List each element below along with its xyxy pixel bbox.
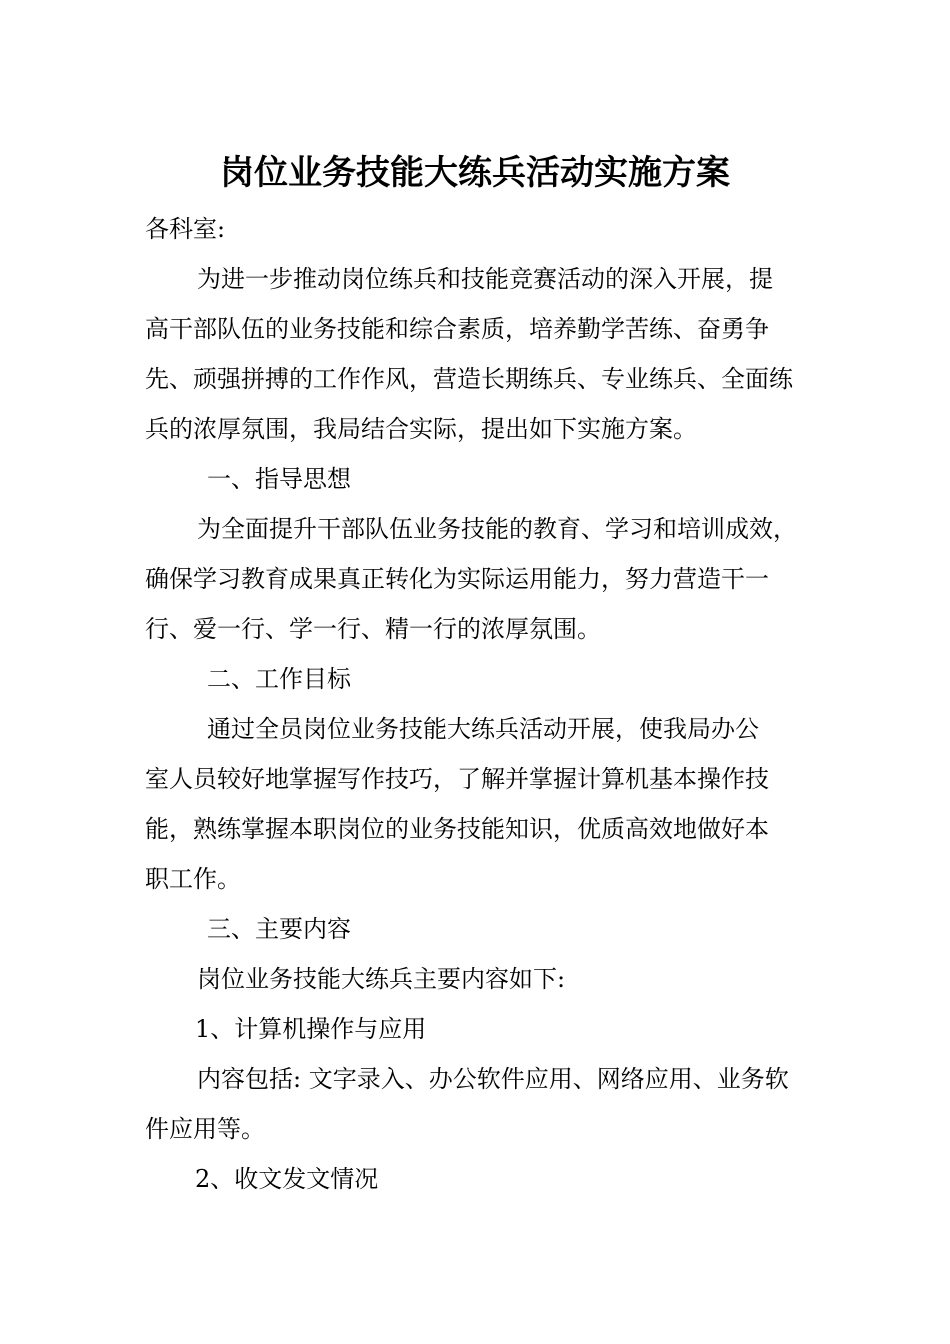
document-title: 岗位业务技能大练兵活动实施方案 bbox=[220, 153, 730, 193]
intro-paragraph bbox=[145, 254, 825, 454]
intro-line: 为进一步推动岗位练兵和技能竞赛活动的深入开展，提 bbox=[197, 265, 773, 293]
paragraph-line: 职工作。 bbox=[145, 865, 241, 893]
item-heading-computer-operation: 1、计算机操作与应用 bbox=[195, 1015, 427, 1043]
paragraph-line: 室人员较好地掌握写作技巧，了解并掌握计算机基本操作技 bbox=[145, 765, 769, 793]
section-work-goals-paragraph bbox=[145, 704, 825, 904]
item-computer-operation-paragraph bbox=[145, 1054, 825, 1154]
paragraph-line: 件应用等。 bbox=[145, 1115, 265, 1143]
paragraph-line: 内容包括: 文字录入、办公软件应用、网络应用、业务软 bbox=[197, 1065, 789, 1093]
section-heading-guiding-ideology: 一、指导思想 bbox=[207, 465, 351, 493]
paragraph-line: 确保学习教育成果真正转化为实际运用能力，努力营造干一 bbox=[145, 565, 769, 593]
document-body bbox=[145, 204, 825, 1204]
intro-line: 先、顽强拼搏的工作作风，营造长期练兵、专业练兵、全面练 bbox=[145, 365, 793, 393]
salutation: 各科室: bbox=[145, 215, 226, 243]
paragraph-line: 为全面提升干部队伍业务技能的教育、学习和培训成效， bbox=[197, 515, 797, 543]
paragraph-line: 通过全员岗位业务技能大练兵活动开展，使我局办公 bbox=[207, 715, 759, 743]
paragraph-line: 行、爱一行、学一行、精一行的浓厚氛围。 bbox=[145, 615, 601, 643]
intro-line: 兵的浓厚氛围，我局结合实际，提出如下实施方案。 bbox=[145, 415, 697, 443]
paragraph-line: 能，熟练掌握本职岗位的业务技能知识，优质高效地做好本 bbox=[145, 815, 769, 843]
section-heading-work-goals: 二、工作目标 bbox=[207, 665, 351, 693]
section-guiding-ideology-paragraph bbox=[145, 504, 825, 654]
item-heading-documents: 2、收文发文情况 bbox=[195, 1165, 379, 1193]
intro-line: 高干部队伍的业务技能和综合素质，培养勤学苦练、奋勇争 bbox=[145, 315, 769, 343]
section-heading-main-content: 三、主要内容 bbox=[207, 915, 351, 943]
main-content-lead: 岗位业务技能大练兵主要内容如下: bbox=[197, 965, 566, 993]
